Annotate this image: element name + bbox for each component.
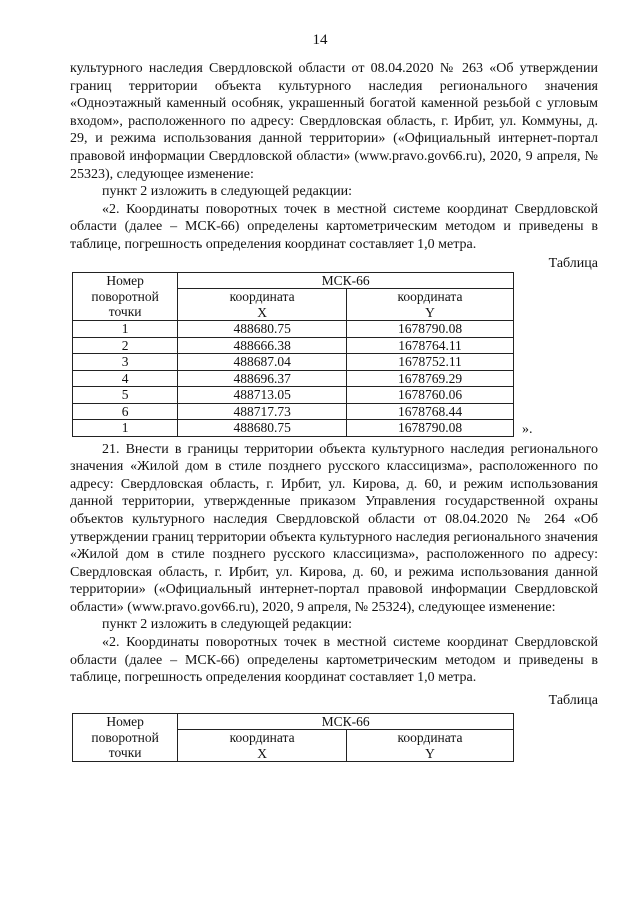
cell-y: 1678769.29 [347, 370, 514, 387]
cell-x: 488680.75 [178, 420, 347, 437]
cell-n: 1 [73, 420, 178, 437]
cell-x: 488687.04 [178, 354, 347, 371]
header-y [347, 289, 514, 321]
table-caption: Таблица [548, 692, 598, 708]
cell-x: 488696.37 [178, 370, 347, 387]
header-system: МСК-66 [178, 272, 514, 289]
table-row [73, 420, 514, 437]
header-x [178, 730, 347, 762]
table-row [73, 370, 514, 387]
header-point-number: Номер поворотной точки [73, 713, 178, 762]
table-row [73, 387, 514, 404]
table-header-row [73, 272, 514, 289]
cell-y: 1678790.08 [347, 420, 514, 437]
coordinates-table [72, 272, 514, 437]
cell-x: 488680.75 [178, 321, 347, 338]
header-y-label: координата [397, 289, 463, 305]
table-wrapper [70, 272, 598, 437]
cell-n: 1 [73, 321, 178, 338]
coordinates-table [72, 713, 514, 763]
header-y-axis: Y [425, 745, 435, 761]
header-x [178, 289, 347, 321]
header-x-label: координата [229, 289, 295, 305]
document-body [70, 60, 598, 762]
table-caption: Таблица [548, 255, 598, 271]
cell-y: 1678790.08 [347, 321, 514, 338]
paragraph: 21. Внести в границы территории объекта культурного наследия регионального значения «Жилой дом в стиле позднего русского классицизма», расположенного по адресу: Свердловская область, г. Ирбит, ул. Кирова, д. 60, и режим использования данной территории, утвержденные приказом Управления государственной охраны объектов культурного наследия Свердловской области от 08.04.2020 № 264 «Об утверждении границ территории объекта культурного наследия регионального значения «Жилой дом в стиле позднего русского классицизма», расположенного по адресу: Свердловская область, г. Ирбит, ул. Кирова, д. 60, и режима использования данной территории» («Официальный интернет-портал правовой информации Свердловской области» (www.pravo.gov66.ru), 2020, 9 апреля, № 25324), следующее изменение: [70, 441, 598, 615]
table-header-row [73, 713, 514, 730]
table-row [73, 354, 514, 371]
cell-x: 488713.05 [178, 387, 347, 404]
cell-n: 4 [73, 370, 178, 387]
paragraph: культурного наследия Свердловской области от 08.04.2020 № 263 «Об утверждении границ территории объекта культурного наследия регионального значения «Одноэтажный каменный особняк, украшенный богатой каменной резьбой с угловым входом», расположенного по адресу: Свердловская область, г. Ирбит, ул. Коммуны, д. 29, и режима использования данной территории» («Официальный интернет-портал правовой информации Свердловской области» (www.pravo.gov66.ru), 2020, 9 апреля, № 25323), следующее изменение: [70, 61, 598, 182]
cell-x: 488666.38 [178, 337, 347, 354]
header-x-axis: X [257, 304, 267, 320]
cell-y: 1678764.11 [347, 337, 514, 354]
header-point-number: Номер поворотной точки [73, 272, 178, 321]
table-row [73, 337, 514, 354]
cell-y: 1678752.11 [347, 354, 514, 371]
cell-y: 1678768.44 [347, 403, 514, 420]
cell-x: 488717.73 [178, 403, 347, 420]
table-row [73, 321, 514, 338]
cell-n: 5 [73, 387, 178, 404]
closing-quote: ». [522, 421, 533, 437]
paragraph: «2. Координаты поворотных точек в местной системе координат Свердловской области (далее – МСК-66) определены картометрическим методом и приведены в таблице, погрешность определения координат составляет 1,0 метра. [70, 201, 598, 252]
header-y [347, 730, 514, 762]
page-number: 14 [312, 32, 328, 48]
cell-n: 6 [73, 403, 178, 420]
paragraph: пункт 2 изложить в следующей редакции: [102, 184, 352, 200]
header-system: МСК-66 [178, 713, 514, 730]
cell-n: 2 [73, 337, 178, 354]
header-x-label: координата [229, 730, 295, 746]
cell-y: 1678760.06 [347, 387, 514, 404]
cell-n: 3 [73, 354, 178, 371]
header-x-axis: X [257, 745, 267, 761]
table-row [73, 403, 514, 420]
header-y-axis: Y [425, 304, 435, 320]
paragraph: пункт 2 изложить в следующей редакции: [102, 617, 352, 633]
header-y-label: координата [397, 730, 463, 746]
paragraph: «2. Координаты поворотных точек в местной системе координат Свердловской области (далее – МСК-66) определены картометрическим методом и приведены в таблице, погрешность определения координат составляет 1,0 метра. [70, 635, 598, 686]
